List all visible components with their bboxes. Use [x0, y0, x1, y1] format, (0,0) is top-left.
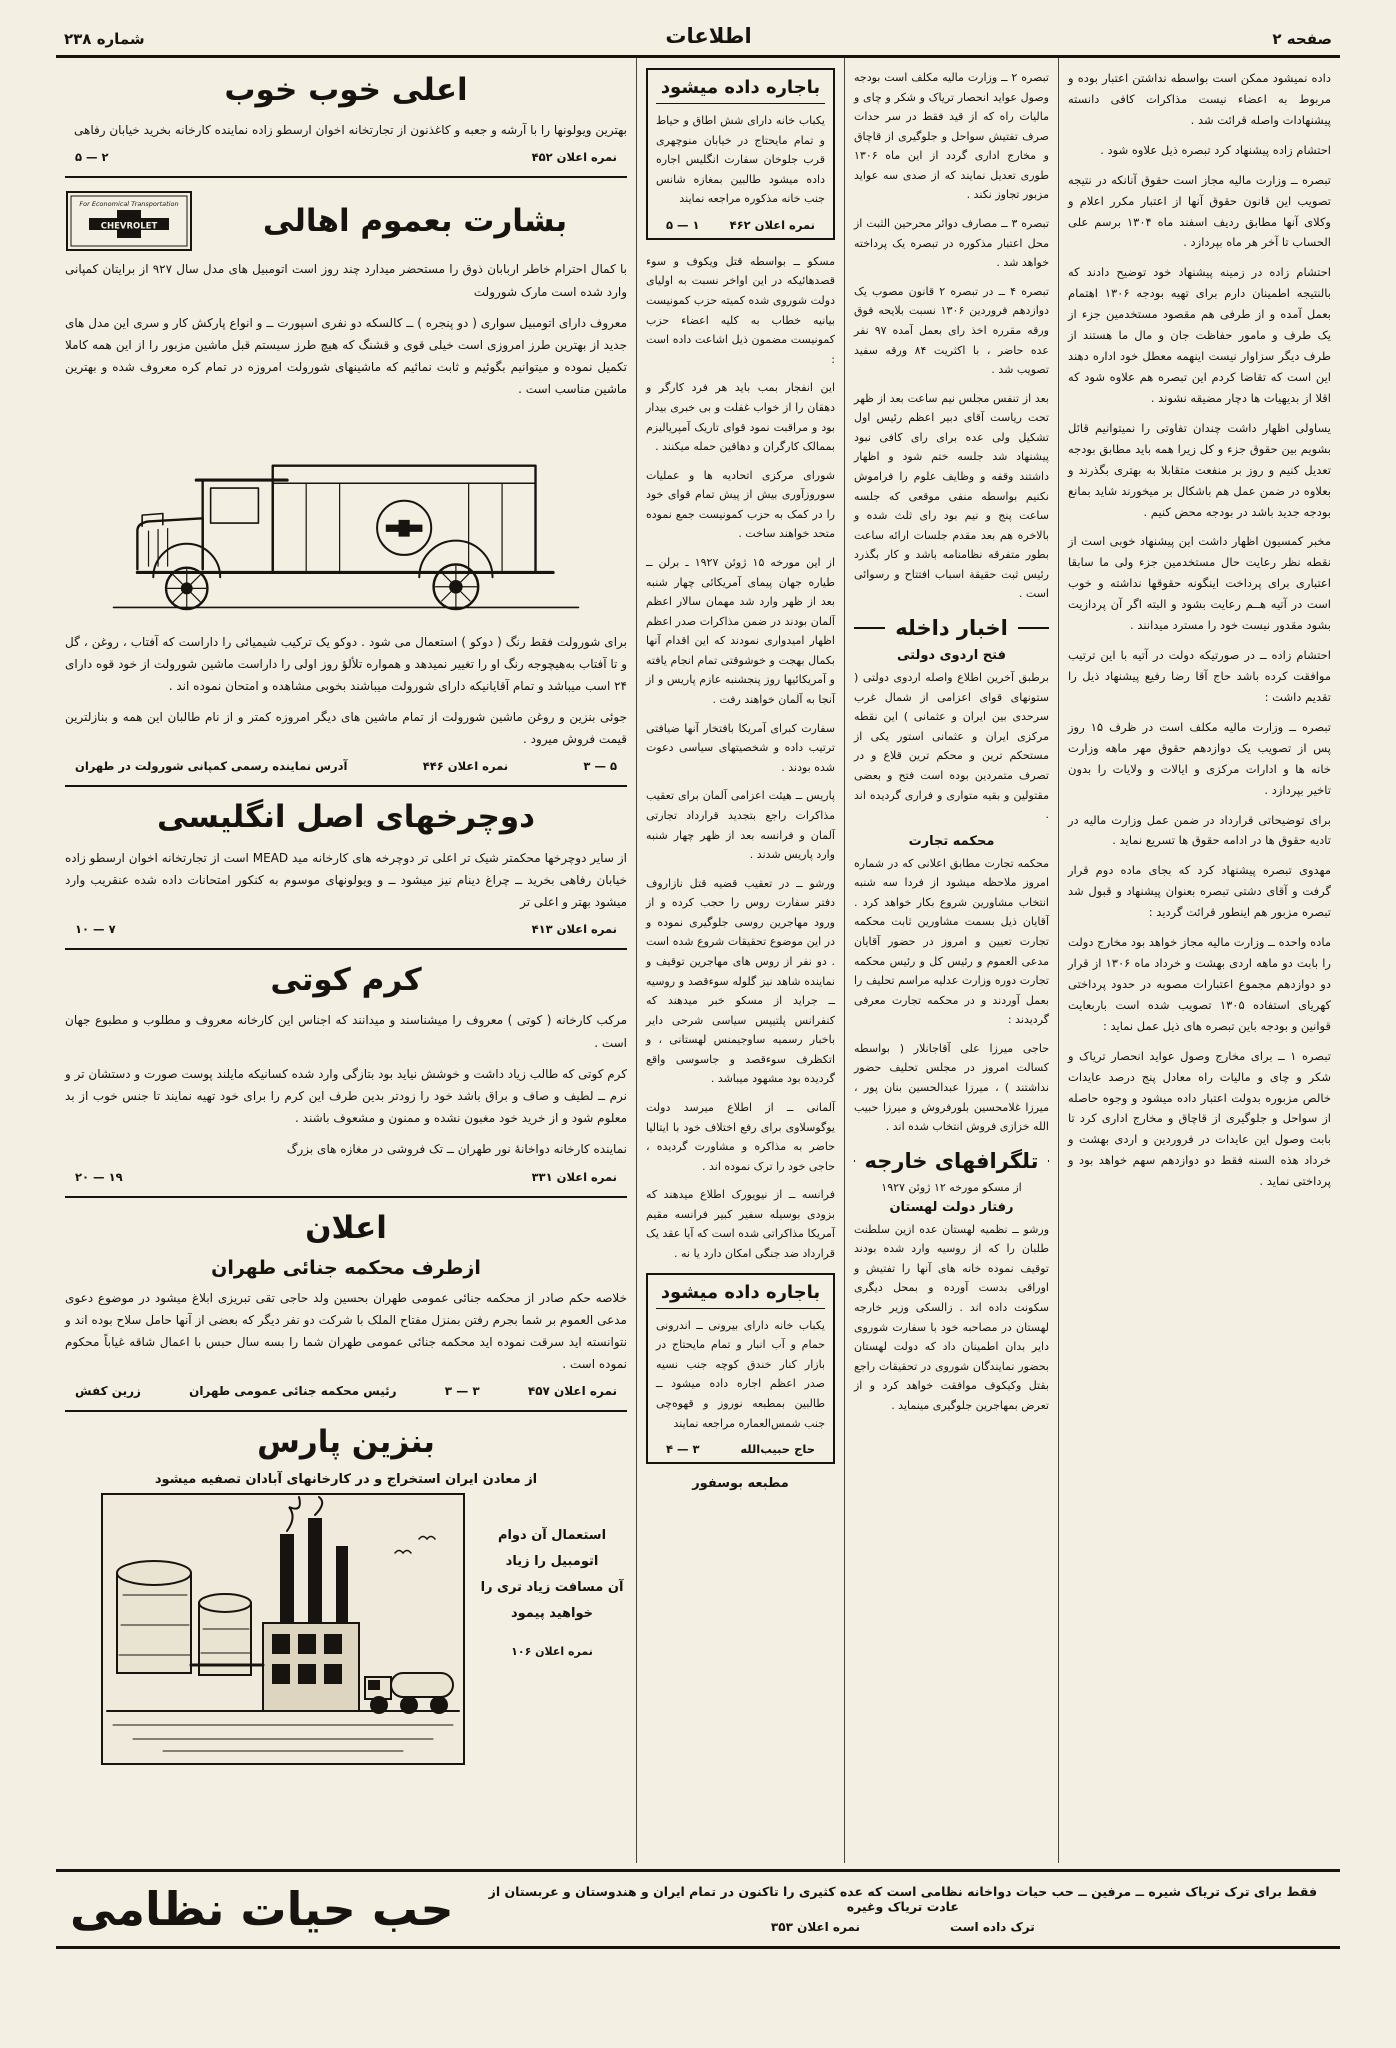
ad-run: ۳ — ۳	[444, 1384, 480, 1399]
paragraph: تبصره ــ وزارت مالیه مکلف است در ظرف ۱۵ روز پس از تصویب یک دوازدهم حقوق مهر ماهه وزارت خانه ها و ادارات مرکزی و ایالات و ولایات را بدون تاخیر بپردازد .	[1068, 719, 1331, 797]
ad-run: ۲ — ۵	[75, 150, 109, 165]
ad-violin	[65, 72, 627, 178]
footer-ad-line2-text: ترک داده است	[950, 1920, 1035, 1934]
ad-bicycle-heading: دوچرخهای اصل انگلیسی	[156, 799, 535, 836]
issue-number: شماره ۲۳۸	[64, 30, 145, 48]
paragraph: تبصره ۲ ــ وزارت مالیه مکلف است بودجه وصول عواید انحصار تریاک و شکر و چای و مالیات راه که از قید فقط در سر حدات صرف تفتیش سواحل و جلوگیری از قاچاق و مخارج اداری گردد از این ماه ۱۳۰۶ طوری تعدیل نمایند که از صدی سه عواید مزبور تجاوز نکند .	[854, 71, 1049, 202]
army-victory-subhead: فتح اردوی دولتی	[897, 648, 1006, 664]
ad-run: ۱ — ۵	[666, 217, 700, 232]
ad-benzin-caption	[477, 1493, 627, 1663]
ad-benzin-subheading: از معادن ایران استخراج و در کارخانهای آبادان تصفیه میشود	[154, 1471, 538, 1487]
ad-run: ۱۹ — ۲۰	[75, 1169, 123, 1184]
ad-chevrolet-p4: جوئی بنزین و روغن ماشین شورولت از تمام ماشین های دیگر امروزه کمتر و از نام طالبان این همه و بنازلترین قیمت فروش میرود .	[65, 710, 627, 747]
wire-item: پاریس ــ هیئت اعزامی آلمان برای تعقیب مذاکرات راجع بتجدید قرارداد تجارتی آلمان و فرانسه بعد از ظهر چهار شنبه وارد پاریس شدند .	[646, 789, 835, 862]
ad-chevrolet-p1: با کمال احترام خاطر اربابان ذوق را مستحضر میدارد چند روز است اتومبیل های مدل سال ۹۲۷ از برایتان کمپانی وارد شده است مارک شورولت	[65, 262, 627, 299]
court-notice	[65, 1210, 627, 1413]
ad-chevrolet-p2: معروف دارای اتومبیل سواری ( دو پنجره ) ــ کالسکه دو نفری اسپورت ــ و انواع پارکش کار و سری این مدل های جدید از بهترین طرز امروزی است خیلی قوی و قشنگ که هیچ طرز سیستم قبل ماشین مزبور را از این همه کاملا تکمیل نموده و میتوانیم بگوئیم و ثابت نمائیم که ماشینهای شورولت امروزه در تمام کره معروف شده و بهترین ماشین مناسب است .	[65, 315, 627, 397]
wire-item: مسکو ــ بواسطه قتل ویکوف و سوء قصدهائیکه در این اواخر نسبت به اولیای دولت شوروی شده کمیته حزب کمونیست بیانیه خطاب به کلیه اعضاء حزب کمونیست مضمون ذیل اشاعت داده است :	[646, 254, 835, 366]
ad-violin-body: بهترین ویولونها را با آرشه و جعبه و کاغذنون از تجارتخانه اخوان ارسطو زاده نماینده کارخانه بخرید خیابان رفاهی	[74, 123, 627, 138]
ad-chevrolet-header	[65, 190, 627, 252]
refinery-illustration	[101, 1493, 465, 1765]
paragraph: احتشام زاده پیشنهاد کرد تبصره ذیل علاوه شود .	[1100, 142, 1331, 157]
column-telegraph-wire	[636, 58, 844, 1863]
court-notice-heading: اعلان	[305, 1209, 387, 1246]
paragraph: برطبق آخرین اطلاع واصله اردوی دولتی ( ستونهای قوای اعزامی از شمال غرب سرحدی بین ایران و عثمانی ) این نقطه مرکزی ایران و عثمانی استور یکی از مستحکم ترین و محکم ترین قلاع و در تصرف متمردین بوده است فتح و بعضی مقتولین و بقیه متواری و فراری گردیده اند .	[854, 671, 1049, 822]
caption-line: خواهید پیمود	[510, 1605, 594, 1621]
ad-meta	[75, 150, 617, 164]
court-signature-row	[75, 1384, 617, 1398]
poland-subhead: رفتار دولت لهستان	[889, 1199, 1014, 1215]
content-columns	[56, 55, 1340, 1863]
ad-violin-heading: اعلی خوب خوب	[224, 72, 468, 108]
column-advertisements	[56, 58, 636, 1863]
ad-number: نمره اعلان ۳۳۱	[531, 1169, 617, 1184]
ad-coty-p2: کرم کوتی که طالب زیاد داشت و خوشش نیاید بود بتازگی وارد شده کسانیکه مایلند پوست صورت و دستشان تر و نرم ــ لطیف و صاف و براق باشد خود را زودتر بدین طرف این کرم را برای خود تهیه نمایند تا جنس خوب از بد معلوم شود و از خرید خود مغبون نشده و ممنون و مشعوف باشند .	[65, 1066, 627, 1126]
ad-meta	[666, 218, 815, 232]
commerce-court-subhead: محکمه تجارت	[908, 833, 995, 849]
paragraph: یساولی اظهار داشت چندان تفاوتی را نمیتوانیم قائل بشویم بین حقوق جزء و کل زیرا همه باید مطابق بودجه تعدیل کنیم و روز بر منفعت متقابلا به بهتری بگذرند و بعلاوه در ضمن عمل هم باشکال بر میخورند شاید بمانع بودجه جدید باشد در بودجه محض کنیم .	[1068, 420, 1331, 519]
newspaper-title: اطلاعات	[665, 24, 752, 48]
rent-ad-body: یکباب خانه دارای بیرونی ــ اندرونی حمام و آب انبار و تمام مایحتاج در بازار کنار خندق کوچه جنب نسیه صدر اعظم اجاره داده میشود ــ طالبین بمطبعه نوروز و قهوه‌چی جنب شمس‌العماره مراجعه نمایند	[656, 1318, 825, 1430]
wire-item: این انفجار بمب باید هر فرد کارگر و دهقان را از خواب غفلت و بی خبری بیدار بود و مراقبت نمود قوای تاریک آمپریالیزم بممالک کارگران و دهاقین حمله میکنند .	[646, 381, 835, 454]
ad-meta	[75, 759, 617, 773]
ad-number: نمره اعلان ۴۱۳	[531, 922, 617, 937]
ad-bicycle	[65, 799, 627, 950]
ad-run: ۵ — ۳	[583, 759, 617, 774]
column-majlis-report	[1058, 58, 1340, 1863]
svg-text:For Economical Transportation: For Economical Transportation	[79, 200, 179, 209]
ad-number: نمره اعلان ۱۰۶	[511, 1644, 593, 1658]
paragraph: برای توضیحاتی قرارداد در ضمن عمل وزارت مالیه در تادیه حقوق ها در ادامه حقوق ها تسریع نماید .	[1068, 812, 1331, 848]
ad-meta	[75, 1170, 617, 1184]
paragraph: داده نمیشود ممکن است بواسطه نداشتن اعتبار بوده و مربوط به اعضاء نیست مذاکرات کافی دانسته پیشنهادات واصله قرائت شد .	[1068, 71, 1331, 127]
paragraph: بعد از تنفس مجلس نیم ساعت بعد از ظهر تحت ریاست آقای دبیر اعظم رئیس اول تشکیل ولی عده برای رای کافی نبود پیشنهاد شد جلسه ختم شود و اظهار داشتند وقفه و وظایف علوم را فراموش نکنیم بواسطه منفی موقعی که جلسه ساعت پنج و نیم بود رای ثلث شده و بالاخره هم بعد مقدم جلسات ارائه ساعت بطور متفرقه نظامنامه باشد و کار بگذرد رئیس ثبت حقیقة اسباب افتتاح و رسوائی است .	[854, 391, 1049, 601]
ad-coty-p1: مرکب کارخانه ( کوتی ) معروف را میشناسند و میدانند که اجناس این کارخانه معروف و مطلوب و مطبوع جهان است .	[65, 1013, 627, 1050]
wire-item: سفارت کبرای آمریکا بافتخار آنها ضیافتی ترتیب داده و شخصیتهای سیاسی دعوت شده بودند .	[646, 721, 835, 774]
footer-ad-text	[480, 1884, 1326, 1934]
rent-ad-top	[646, 68, 835, 240]
wire-item: فرانسه ــ از نیویورک اطلاع میدهند که بزودی بوسیله سفیر کبیر فرانسه مقیم آمریکا مذاکراتی شده است که آیا عقد یک قرارداد ضد جنگی امکان دارد یا نه .	[646, 1188, 835, 1261]
ad-meta	[75, 922, 617, 936]
paragraph: محکمه تجارت مطابق اعلانی که در شماره امروز ملاحظه میشود از فردا سه شنبه انتخاب مشاورین شروع بکار خواهد کرد . آقایان ذیل بسمت مشاورین ثابت محکمه تجارت تعیین و امروز در حضور آقایان مدعی العموم و رئیس کل و رئیس محکمه تجارت دوره وزارت عدلیه مراسم تحلیف را بعمل آوردند و در محکمه تجارت معرفی گردیدند :	[854, 856, 1049, 1027]
footer-banner	[56, 1869, 1340, 1949]
rent-ad-body: یکباب خانه دارای شش اطاق و حیاط و تمام مایحتاج در خیابان منوچهری قرب جلوخان سفارت انگلیس اجاره داده میشود طالبین بمغازه شانس جنب خانه مذکوره مراجعه نمایند	[656, 114, 825, 206]
footer-ad-line1: فقط برای ترک تریاک شیره ــ مرفین ــ حب حیات دواخانه نظامی است که عده کثیری را تاکنون در تمام ایران و هندوستان و عربستان از عادت تریاک وغیره	[488, 1884, 1318, 1914]
ad-number: نمره اعلان ۴۵۷	[527, 1384, 617, 1399]
ad-signer: حاج حبیب‌الله	[740, 1442, 815, 1457]
foreign-telegrams-heading: تلگرافهای خارجه	[854, 1149, 1049, 1173]
rent-ad-heading: باجاره داده میشود	[656, 1282, 825, 1309]
ad-number: نمره اعلان ۴۴۶	[422, 759, 509, 774]
rent-ad-heading: باجاره داده میشود	[656, 77, 825, 104]
ad-chevrolet-p3: برای شورولت فقط رنگ ( دوکو ) استعمال می شود . دوکو یک ترکیب شیمیائی را داراست که آفتاب ، روغن ، گل و تا آفتاب به‌هیچوجه رنگ او را تغییر نمیدهد و همواره تلألؤ روز اولی را داراست ماشین شورولت از خود قوه دارای ۲۴ اسب میباشد و تمام آقایانیکه دارای شورولت میباشند بخوبی مشاهده و امتحان نموده اند .	[65, 634, 627, 693]
caption-line: استعمال آن دوام اتومبیل را زیاد	[497, 1527, 607, 1569]
paragraph: ورشو ــ نظمیه لهستان عده ازین سلطنت طلبان را که از روسیه وارد شده بودند توقیف نموده خانه های آنها را تفتیش و اوراقی بدست آورده و بمحل دیگری سکونت داده اند . زالسکی وزیر خارجه لهستان در مصاحبه خود با سفارت شوروی دایر بدان اطمینان داد که دولت لهستان بحضور نمایندگان شوروی در تحقیقات راجع بقتل وکیکوف موافقت خواهد کرد و از تعرض بمهاجرین جلوگیری مینماید .	[854, 1222, 1049, 1412]
signer-name: زرین کفش	[75, 1384, 141, 1399]
ad-coty-p3: نماینده کارخانه دواخانهٔ نور طهران ــ تک فروشی در مغازه های بزرگ	[286, 1142, 627, 1157]
ad-address: آدرس نماینده رسمی کمپانی شورولت در طهران	[75, 759, 348, 774]
ad-benzin-heading: بنزین پارس	[257, 1424, 435, 1461]
ad-meta	[666, 1442, 815, 1456]
wire-item: آلمانی ــ از اطلاع میرسد دولت یوگوسلاوی برای رفع اختلاف خود با ایتالیا حاضر به مذاکره و مشاورت گردیده ، حاجی خود را ترک نموده اند .	[646, 1101, 835, 1173]
signer-role: رئیس محکمه جنائی عمومی طهران	[189, 1384, 397, 1399]
ad-run: ۳ — ۴	[666, 1442, 700, 1457]
ad-benzin-pars	[65, 1424, 627, 1776]
printing-house-name: مطبعه بوسفور	[692, 1476, 789, 1492]
wire-item: ورشو ــ در تعقیب قضیه قتل نازاروف دفتر سفارت روس را حجب کرده و از ورود مهاجرین روسی جلوگیری نموده و در این موضوع تحقیقات شروع شده است . دو نفر از روس های مهاجرین توقیف و نماینده شاهد نیز گلوله سوءقصد و روسیه ــ جراید از مسکو خبر میدهند که کنفرانس پلتیپس سیاسی شرحی دایر باخبار رسمیه ساوجیمنس لهستانی ، و اتکظرف سوءقصد و جاسوسی واقع گردیده بود مشهود میباشد .	[646, 876, 835, 1086]
ad-number: نمره اعلان ۴۶۲	[729, 217, 815, 232]
footer-ad-line2	[480, 1920, 1326, 1934]
ad-chevrolet-heading: بشارت بعموم اهالی	[262, 202, 568, 239]
truck-illustration	[106, 410, 586, 625]
masthead-row	[56, 24, 1340, 55]
rent-ad-bottom	[646, 1273, 835, 1464]
paragraph: مخبر کمسیون اظهار داشت این پیشنهاد خوبی است از نقطه نظر رعایت حال مستخدمین جزء ولی ما سابقا اعتباری برای پرداخت اینگونه حقوقها نداشته و خوب است در آتیه هــم رعایت بشود و البته اگر آن پردازیت بشود مقدور نیست خود را مسترد میدانند .	[1068, 534, 1331, 633]
ad-number: نمره اعلان ۴۵۲	[531, 150, 617, 165]
footer-ad-title: حب حیات نظامی	[70, 1882, 454, 1936]
ad-run: ۷ — ۱۰	[75, 922, 116, 937]
paragraph: احتشام زاده ــ در صورتیکه دولت در آتیه با این ترتیب موافقت کرده باشد حاج آقا رضا رفیع پیشنهاد ذیل را تقدیم داشت :	[1068, 648, 1331, 704]
ad-chevrolet	[65, 190, 627, 787]
paragraph: تبصره ــ وزارت مالیه مجاز است حقوق آنانکه در نتیجه تصویب این قانون حقوق آنها از اعتبار مکرر اعلام و وکلای آنها مطابق ردیف اسفند ماه ۱۳۰۴ برسم علی الحساب تا آخر هر ماه بپردازد .	[1068, 172, 1331, 250]
paragraph: تبصره ۳ ــ مصارف دوائر محرحین الثبت از محل اعتبار مذکوره در تبصره یک پرداخته خواهد شد .	[854, 217, 1049, 270]
court-notice-body: خلاصه حکم صادر از محکمه جنائی عمومی طهران بحسین ولد حاجی تقی تبریزی ابلاغ میشود در موضوع دعوی مدعی العموم بر شما بجرم رفتن بمنزل مفتاح الملک با شرکت دو نفر دیگر که بعضی از آنها حامل سلاح بوده اند و نتوانسته اید سرقت نموده اید محکمه جنائی عمومی طهران شما را بسه سال حبس با اعمال شاقه غیاباً محکوم نموده است .	[65, 1290, 627, 1372]
ad-number: نمره اعلان ۳۵۳	[770, 1920, 861, 1934]
column-domestic-news	[844, 58, 1058, 1863]
paragraph: تبصره ۴ ــ در تبصره ۲ قانون مصوب یک دوازدهم فروردین ۱۳۰۶ نسبت بلایحه فوق ورقه مقرره اخذ رای بعمل آمده ۹۷ نفر عده حاضر ، با اکثریت ۸۴ ورقه سفید تصویب شد .	[854, 284, 1049, 377]
paragraph: مهدوی تبصره پیشنهاد کرد که بجای ماده دوم قرار گرفت و آقای دشتی تبصره بعنوان پیشنهاد و قبول شد تبصره مزبور هم اینطور قرائت گردید :	[1068, 863, 1331, 920]
ad-coty-cream	[65, 962, 627, 1197]
court-notice-subheading: ازطرف محکمه جنائی طهران	[211, 1256, 481, 1279]
page-number: صفحه ۲	[1272, 30, 1332, 48]
ad-coty-heading: کرم کوتی	[270, 962, 422, 999]
wire-item: از این مورخه ۱۵ ژوئن ۱۹۲۷ ـ برلن ــ طیاره جهان پیمای آمریکائی چهار شنبه بعد از ظهر وارد شد مهمان سالار اعظم آلمان بودند در ضمن مذاکرات صدر اعظم اظهار امیدواری نمودند که این اقدام آنها بکمال بهجت و خوشوقتی تمام انجام یافته و آمریکائیها روز پنجشنبه عازم پاریس و از آنجا به آلمان خواهند رفت .	[646, 555, 836, 707]
chevrolet-logo	[65, 190, 193, 252]
caption-line: آن مسافت زیاد تری را	[480, 1579, 624, 1595]
paragraph: تبصره ۱ ــ برای مخارج وصول عواید انحصار تریاک و شکر و چای و مالیات راه معادل پنج درصد عایدات خالص مزبوره بدولت اعتبار داده میشود و وجوه حاصله از سواحل و جلوگیری از قاچاق و مخارج اداری کرد تا بابت وصول این عایدات در فروردین و اردی بهشت و خرداد هذه السنه فقط دو دوازدهم سهم خواهد بود و پرداختی نماید .	[1068, 1048, 1331, 1189]
svg-text:CHEVROLET: CHEVROLET	[100, 221, 158, 232]
domestic-news-heading: اخبار داخله	[854, 616, 1049, 640]
telegram-dateline: از مسکو مورخه ۱۲ ژوئن ۱۹۲۷	[881, 1180, 1022, 1194]
paragraph: احتشام زاده در زمینه پیشنهاد خود توضیح دادند که بالنتیجه اطمینان دارم برای تهیه بودجه ۱۳۰۶ اهتمام بعمل آمده و از طرفی هم مقصود مستخدمین جزء از یک طرف و مامور حفاظت جان و مال ما هستند از طرف دیگر سزاوار نیست اینهمه معطل خود اداره دهند این است که تقاضا کردم این تبصره هم علاوه شود که اقلا از بدیهیات ها دچار مضیقه نشوند .	[1068, 265, 1331, 405]
ad-bicycle-body: از سایر دوچرخها محکمتر شیک تر اعلی تر دوچرخه های کارخانه مید MEAD است از تجارتخانه اخوان ارسطو زاده خیابان رفاهی بخرید ــ چراغ دینام نیز میشود ــ و ویولونهای موسوم به کنکور امتحانات داده شده عنقریب وارد میشود بهتر و اعلی تر	[65, 850, 627, 909]
paragraph: حاجی میرزا علی آقاجانلار ( بواسطه کسالت امروز در مجلس تحلیف حضور نداشتند ) ، میرزا عبدالحسین بنان پور ، میرزا غلامحسین بلورفروش و میرزا حبیب الله خزازی فروش انتخاب شده اند .	[854, 1041, 1049, 1134]
paragraph: ماده واحده ــ وزارت مالیه مجاز خواهد بود مخارج دولت را بابت دو ماهه اردی بهشت و خرداد ماه ۱۳۰۶ از قرار دو دوازدهم مجموع اعتبارات مصوبه در حدود پرداختی کهریای استفاده ۱۳۰۵ تصویب شده است باربعایت قوانین و بودجه باین تبصره های ذیل عمل نماید :	[1068, 935, 1331, 1033]
ad-benzin-content	[65, 1493, 627, 1765]
wire-item: شورای مرکزی اتحادیه ها و عملیات سوروزآوری بیش از پیش تمام قوای خود را در کمک به حزب کمونیست جمع نموده متحد خواهند ساخت .	[646, 468, 835, 541]
